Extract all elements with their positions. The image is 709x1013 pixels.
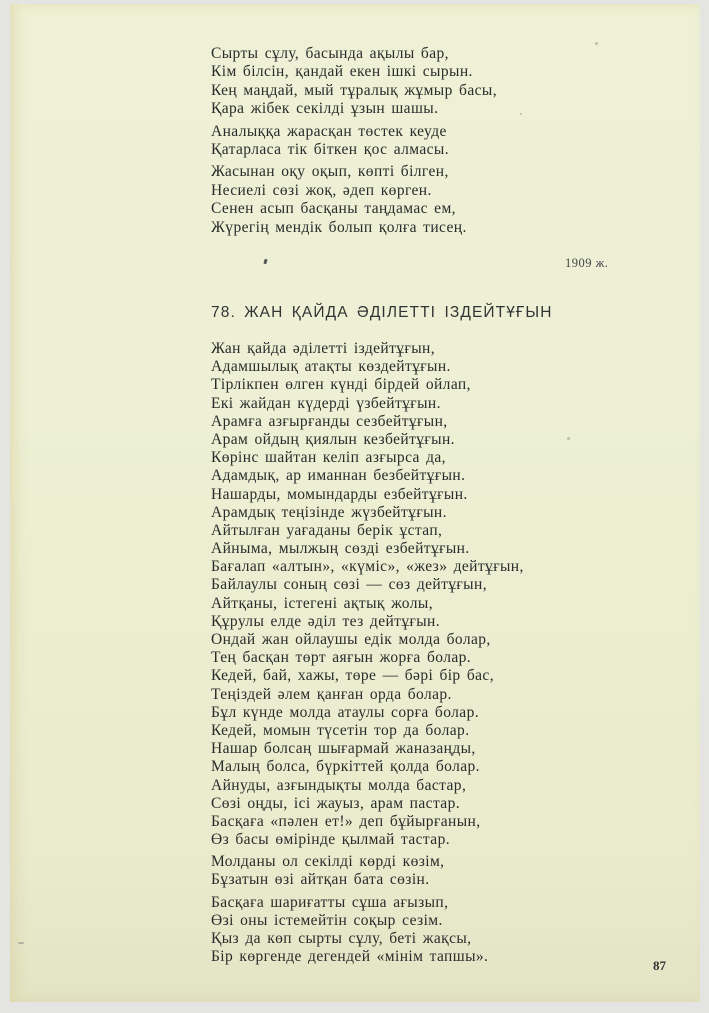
book-page: [10, 4, 700, 1002]
verse-line: Нашар болсаң шығармай жаназаңды,: [211, 740, 476, 758]
verse-line: Бұзатын өзі айтқан бата сөзін.: [211, 871, 430, 889]
paper-speck: [567, 437, 570, 440]
verse-line: Айныма, мылжың сөзді езбейтұғын.: [211, 540, 470, 558]
poem-title: 78. ЖАН ҚАЙДА ӘДІЛЕТТІ ІЗДЕЙТҰҒЫН: [211, 304, 553, 321]
verse-line: Кім білсін, қандай екен ішкі сырын.: [211, 63, 473, 81]
verse-line: Арамдық теңізінде жүзбейтұғын.: [211, 503, 447, 521]
verse-line: Арам ойдың қиялын кезбейтұғын.: [211, 430, 455, 448]
verse-line: Кедей, бай, хажы, төре — бәрі бір бас,: [211, 667, 494, 685]
verse-line: Сырты сұлу, басында ақылы бар,: [211, 45, 449, 62]
verse-line: Несиелі сөзі жоқ, әдеп көрген.: [211, 181, 432, 199]
verse-line: Нашарды, момындарды езбейтұғын.: [211, 485, 468, 503]
verse-line: Бұл күнде молда атаулы сорға болар.: [211, 703, 479, 721]
verse-line: Өзі оны істемейтін соқыр сезім.: [211, 911, 443, 929]
verse-line: Айнуды, азғындықты молда бастар,: [211, 776, 467, 794]
poem-text: [211, 340, 524, 966]
verse-line: Көрінс шайтан келіп азғырса да,: [211, 449, 446, 467]
verse-line: Адамдық, ар иманнан безбейтұғын.: [211, 467, 466, 485]
verse-line: Айтылған уағаданы берік ұстап,: [211, 521, 443, 539]
poem-ending-text: [211, 45, 497, 237]
verse-line: Сөзі оңды, ісі жауыз, арам пастар.: [211, 794, 461, 812]
paper-speck: [18, 942, 24, 944]
verse-line: Жүрегің мендік болып қолға тисең.: [211, 218, 467, 236]
paper-speck: [595, 42, 598, 45]
verse-line: Арамға азғырғанды сезбейтұғын,: [211, 412, 448, 430]
verse-line: Ондай жан ойлаушы едік молда болар,: [211, 631, 491, 648]
verse-line: Құрулы елде әділ тез дейтұғын.: [211, 612, 441, 630]
verse-line: Молданы ол секілді көрді көзім,: [211, 853, 445, 871]
verse-line: Кедей, момын түсетін тор да болар.: [211, 721, 470, 739]
verse-line: Сенен асып басқаны таңдамас ем,: [211, 200, 456, 218]
verse-line: Екі жайдан күдерді үзбейтұғын.: [211, 394, 441, 412]
verse-line: Кең маңдай, мый тұралық жұмыр басы,: [211, 81, 497, 99]
verse-line: Өз басы өмірінде қылмай тастар.: [211, 831, 451, 849]
ink-mark: [263, 259, 267, 265]
verse-line: Малың болса, бүркіттей қолда болар.: [211, 758, 480, 776]
verse-line: Бір көргенде дегендей «мінім тапшы».: [211, 948, 489, 966]
verse-line: Айтқаны, істегені ақтық жолы,: [211, 594, 433, 612]
verse-line: Аналыққа жарасқан төстек кеуде: [211, 122, 447, 140]
verse-line: Тең басқан төрт аяғын жорға болар.: [211, 649, 472, 667]
verse-line: Басқаға «пәлен ет!» деп бұйырғанын,: [211, 812, 481, 830]
verse-line: Бағалап «алтын», «күміс», «жез» дейтұғын,: [211, 558, 524, 576]
verse-line: Басқаға шариғатты сұша ағызып,: [211, 893, 449, 911]
verse-line: Теңіздей әлем қанған орда болар.: [211, 685, 452, 703]
poem-date: 1909 ж.: [565, 256, 609, 270]
verse-line: Жасынан оқу оқып, көпті білген,: [211, 163, 449, 181]
page-number: 87: [653, 958, 666, 973]
verse-line: Қара жібек секілді ұзын шашы.: [211, 100, 439, 118]
verse-line: Адамшылық атақты көздейтұғын.: [211, 358, 451, 376]
verse-line: Тірлікпен өлген күнді бірдей ойлап,: [211, 376, 471, 394]
verse-line: Жан қайда әділетті іздейтұғын,: [211, 340, 435, 357]
verse-line: Қыз да көп сырты сұлу, беті жақсы,: [211, 930, 472, 947]
verse-line: Байлаулы соның сөзі — сөз дейтұғын,: [211, 576, 487, 594]
verse-line: Қатарласа тік біткен қос алмасы.: [211, 140, 450, 158]
paper-speck: [520, 113, 522, 115]
